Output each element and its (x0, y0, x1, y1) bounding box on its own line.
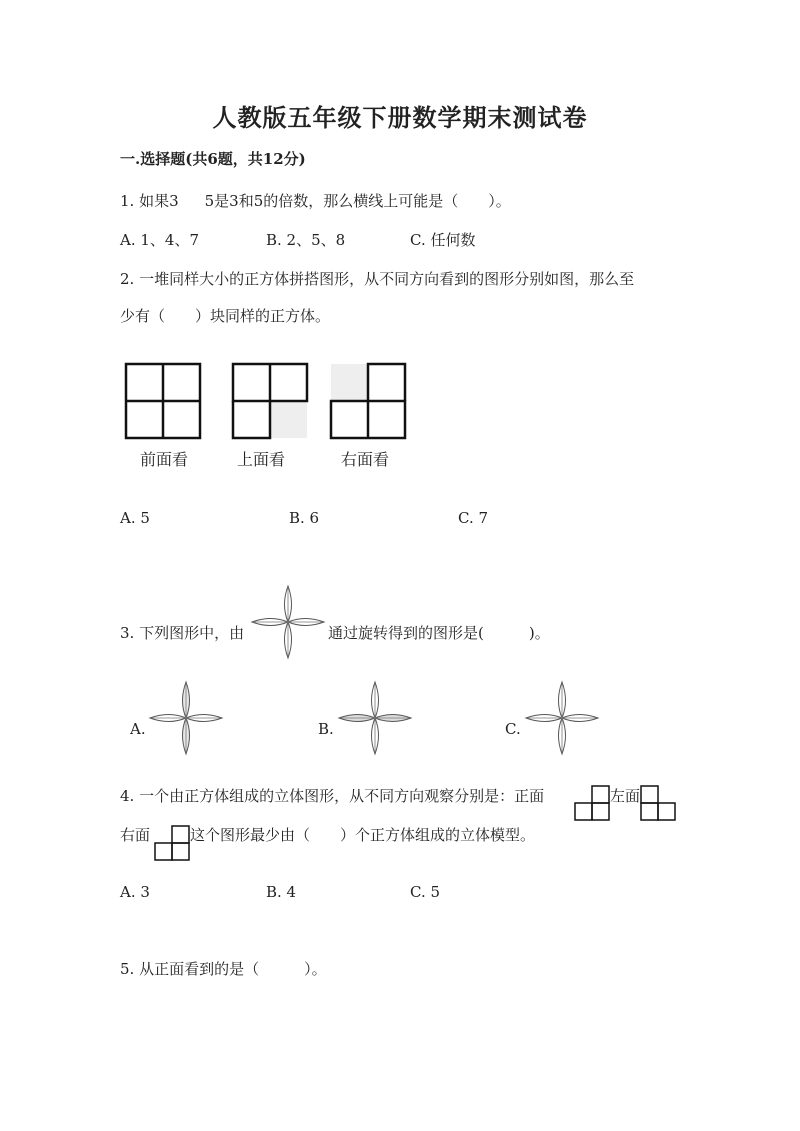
right-view-figure (330, 363, 406, 439)
q1-option-b[interactable]: B. 2、5、8 (266, 231, 346, 249)
question-4-line-1-b: 左面 (610, 787, 641, 805)
flower-figure (250, 584, 326, 660)
q4-option-c[interactable]: C. 5 (410, 883, 441, 901)
q2-option-a[interactable]: A. 5 (120, 509, 150, 527)
q3-option-b-label[interactable]: B. (318, 720, 334, 738)
q1-option-a[interactable]: A. 1、4、7 (120, 231, 199, 249)
question-2-line-2: 少有（ ）块同样的正方体。 (120, 307, 331, 325)
q3-option-a-label[interactable]: A. (130, 720, 146, 738)
q2-option-b[interactable]: B. 6 (289, 509, 320, 527)
question-1-text-b: 5是3和5的倍数，那么横线上可能是（ ）。 (204, 192, 511, 210)
front-view-figure (125, 363, 201, 439)
question-5-text: 5. 从正面看到的是（ ）。 (120, 960, 327, 978)
q2-option-c[interactable]: C. 7 (458, 509, 489, 527)
q1-option-c[interactable]: C. 任何数 (410, 231, 476, 249)
page-title: 人教版五年级下册数学期末测试卷 (212, 104, 588, 132)
question-3-text-b: 通过旋转得到的图形是( )。 (328, 624, 550, 642)
top-view-figure (232, 363, 308, 439)
q4-option-b[interactable]: B. 4 (266, 883, 297, 901)
caption-front: 前面看 (140, 450, 189, 469)
section-heading: 一.选择题(共6题，共12分) (120, 150, 306, 168)
question-4-line-2-a: 右面 (120, 826, 151, 844)
question-4-line-1-a: 4. 一个由正方体组成的立体图形，从不同方向观察分别是：正面 (120, 787, 545, 805)
q4-right-view-figure (154, 825, 190, 861)
q3-option-c-label[interactable]: C. (505, 720, 521, 738)
question-4-line-2-b: 这个图形最少由（ ）个正方体组成的立体模型。 (190, 826, 536, 844)
caption-top: 上面看 (237, 450, 286, 469)
question-1-text-a: 1. 如果3 (120, 192, 179, 210)
q4-option-a[interactable]: A. 3 (120, 883, 150, 901)
q3-option-a-figure[interactable] (148, 680, 224, 756)
q3-option-c-figure[interactable] (524, 680, 600, 756)
question-3-text-a: 3. 下列图形中，由 (120, 624, 245, 642)
caption-right: 右面看 (341, 450, 390, 469)
question-1 (120, 190, 511, 211)
q3-option-b-figure[interactable] (337, 680, 413, 756)
question-2-line-1: 2. 一堆同样大小的正方体拼搭图形，从不同方向看到的图形分别如图，那么至 (120, 270, 635, 288)
q4-front-view-figure (574, 785, 610, 821)
q4-left-view-figure (640, 785, 676, 821)
